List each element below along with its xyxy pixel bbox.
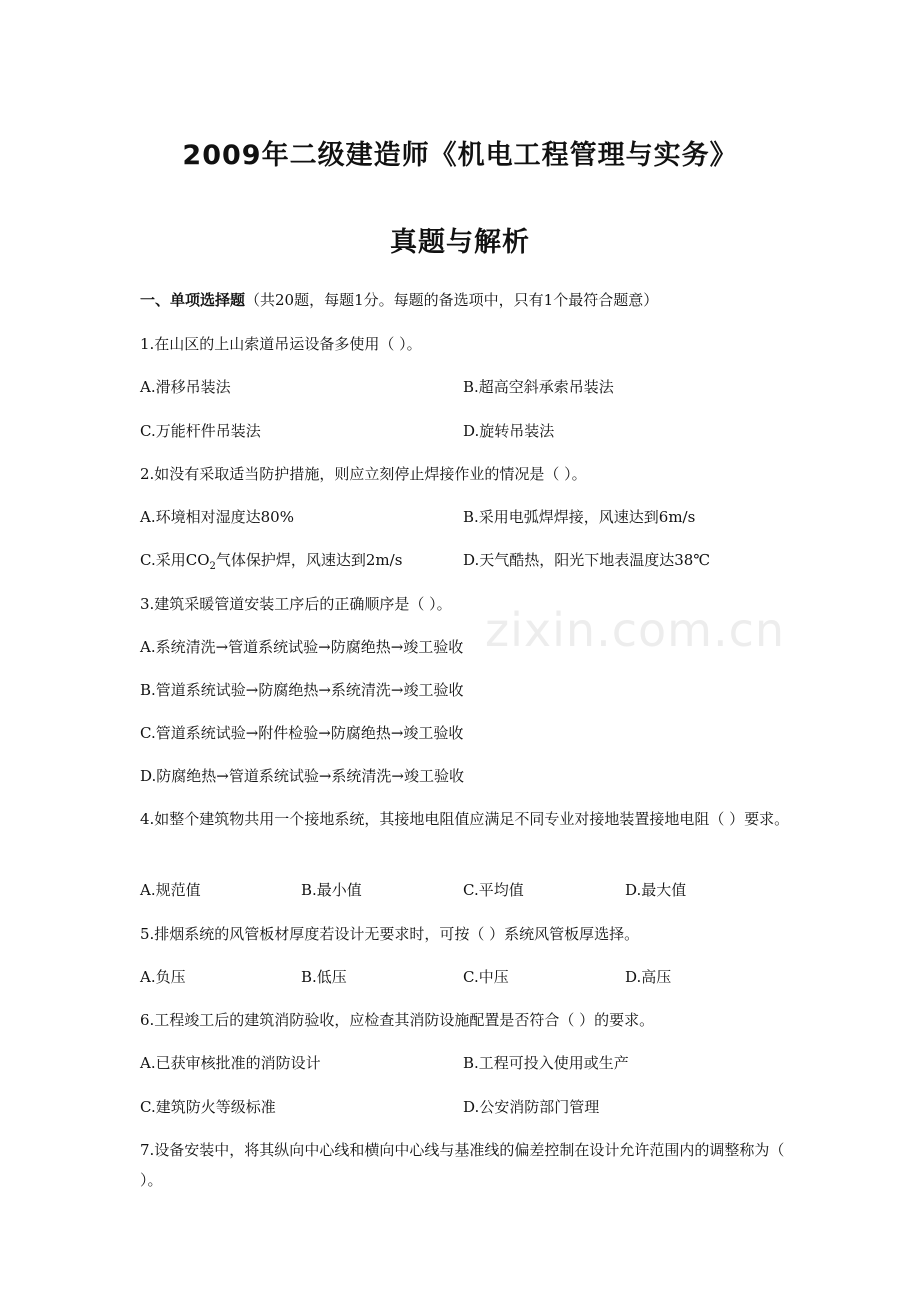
question-3-option-d: D.防腐绝热→管道系统试验→系统清洗→竣工验收 (140, 767, 464, 785)
question-5-option-b: B.低压 (301, 968, 347, 986)
question-4-option-a: A.规范值 (140, 881, 201, 899)
watermark: zixin.com.cn (485, 603, 786, 657)
question-6-option-b: B.工程可投入使用或生产 (463, 1054, 629, 1072)
section-note: （共20题，每题1分。每题的备选项中，只有1个最符合题意） (245, 291, 659, 309)
question-5-option-a: A.负压 (140, 968, 186, 986)
question-5-option-d: D.高压 (625, 968, 672, 986)
question-2-option-c-rest: 气体保护焊，风速达到2m/s (215, 551, 403, 569)
section-header (140, 290, 658, 310)
question-3-option-b: B.管道系统试验→防腐绝热→系统清洗→竣工验收 (140, 681, 464, 699)
document-subtitle: 真题与解析 (390, 227, 530, 258)
question-4-stem: 4.如整个建筑物共用一个接地系统，其接地电阻值应满足不同专业对接地装置接地电阻（ ）要求。 (140, 810, 790, 828)
question-6-stem: 6.工程竣工后的建筑消防验收，应检查其消防设施配置是否符合（ ）的要求。 (140, 1011, 655, 1029)
question-1-option-a: A.滑移吊装法 (140, 378, 231, 396)
question-3-stem: 3.建筑采暖管道安装工序后的正确顺序是（ ）。 (140, 595, 452, 613)
question-1-stem: 1.在山区的上山索道吊运设备多使用（ ）。 (140, 335, 422, 353)
section-heading: 一、单项选择题 (140, 291, 246, 309)
question-3-option-c: C.管道系统试验→附件检验→防腐绝热→竣工验收 (140, 724, 464, 742)
question-2-stem: 2.如没有采取适当防护措施，则应立刻停止焊接作业的情况是（ ）。 (140, 465, 587, 483)
question-7-stem: 7.设备安装中，将其纵向中心线和横向中心线与基准线的偏差控制在设计允许范围内的调整称为（ ）。 (140, 1141, 785, 1189)
question-6-option-c: C.建筑防火等级标准 (140, 1098, 276, 1116)
question-1-option-c: C.万能杆件吊装法 (140, 422, 261, 440)
question-4-option-b: B.最小值 (301, 881, 362, 899)
question-4-option-c: C.平均值 (463, 881, 524, 899)
question-6-option-a: A.已获审核批准的消防设计 (140, 1054, 321, 1072)
question-4-option-d: D.最大值 (625, 881, 687, 899)
question-2-option-c-subscript: 2 (209, 561, 216, 572)
document-title: 2009年二级建造师《机电工程管理与实务》 (182, 140, 738, 171)
question-5-option-c: C.中压 (463, 968, 509, 986)
question-2-option-c (140, 550, 402, 577)
question-2-option-c-prefix: C.采用CO (140, 551, 210, 569)
question-5-stem: 5.排烟系统的风管板材厚度若设计无要求时，可按（ ）系统风管板厚选择。 (140, 925, 640, 943)
question-6-option-d: D.公安消防部门管理 (463, 1098, 600, 1116)
question-1-option-b: B.超高空斜承索吊装法 (463, 378, 614, 396)
question-3-option-a: A.系统清洗→管道系统试验→防腐绝热→竣工验收 (140, 638, 464, 656)
question-2-option-a: A.环境相对湿度达80% (140, 508, 294, 526)
question-1-option-d: D.旋转吊装法 (463, 422, 555, 440)
question-2-option-b: B.采用电弧焊焊接，风速达到6m/s (463, 508, 696, 526)
question-2-option-d: D.天气酷热，阳光下地表温度达38℃ (463, 551, 711, 569)
